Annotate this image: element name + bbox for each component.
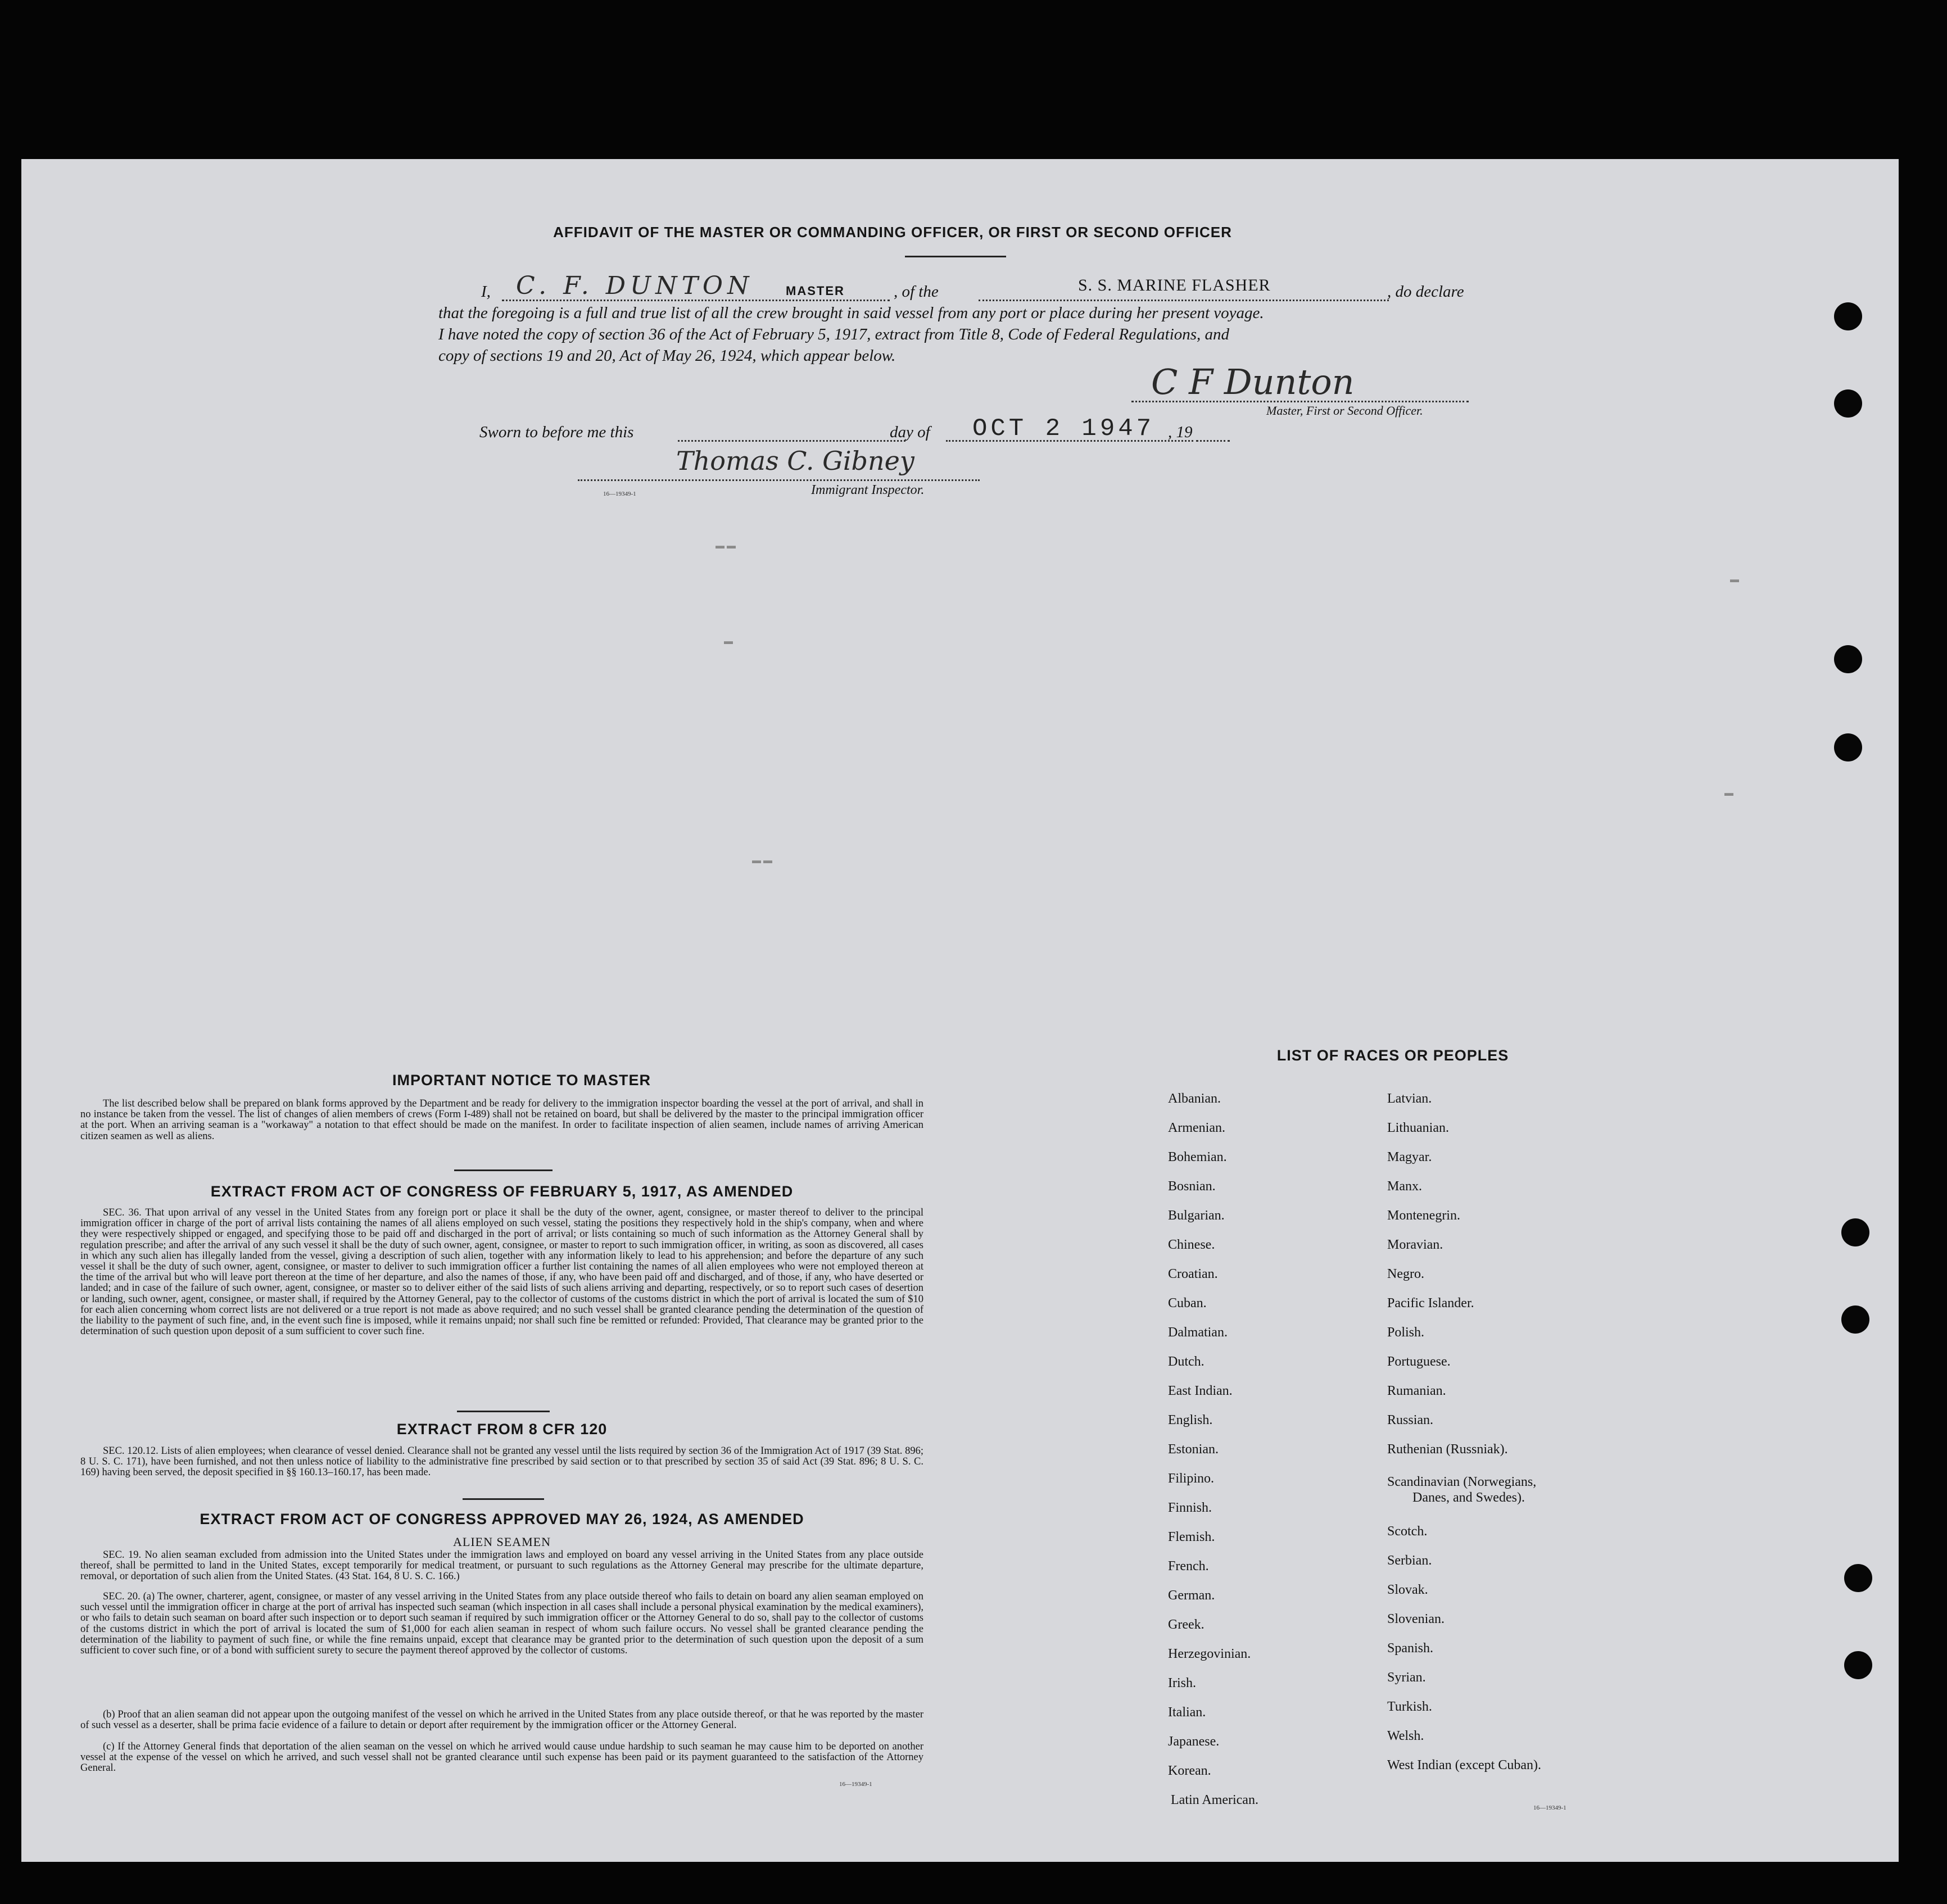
day-of-label: day of xyxy=(890,423,930,441)
alien-seamen-subtitle: ALIEN SEAMEN xyxy=(453,1535,551,1549)
race-item: Croatian. xyxy=(1168,1267,1218,1281)
race-item: Greek. xyxy=(1168,1617,1205,1632)
sworn-day-line xyxy=(678,440,905,442)
race-item: French. xyxy=(1168,1559,1209,1574)
race-item: Chinese. xyxy=(1168,1237,1215,1252)
race-item: Rumanian. xyxy=(1387,1384,1446,1398)
punch-hole xyxy=(1844,1564,1872,1592)
inspector-line xyxy=(578,479,980,481)
race-item: Slovak. xyxy=(1387,1583,1428,1597)
sec-20c: (c) If the Attorney General finds that deportation of the alien seaman on the vessel on which he arrived would cause undue hardship to such seaman he may cause him to be deported on another vessel at the expense of the vessel on which he arrived, and such vessel shall not be granted clearance until such expense has been paid or its payment guaranteed to the satisfaction of the Attorney General. xyxy=(80,1741,923,1774)
race-item: Italian. xyxy=(1168,1705,1206,1720)
race-item: Irish. xyxy=(1168,1676,1196,1690)
year-line xyxy=(1196,440,1230,442)
extract-1924-title: EXTRACT FROM ACT OF CONGRESS APPROVED MAY 26, 1924, AS AMENDED xyxy=(200,1511,804,1527)
race-item: Negro. xyxy=(1387,1267,1424,1281)
race-item: Magyar. xyxy=(1387,1150,1432,1164)
race-item: Scotch. xyxy=(1387,1524,1428,1539)
show-through-mark: ▬ xyxy=(724,637,733,646)
race-item: Portuguese. xyxy=(1387,1354,1451,1369)
form-code: 16—19349-1 xyxy=(1533,1805,1566,1811)
form-code: 16—19349-1 xyxy=(839,1781,872,1788)
race-item: Montenegrin. xyxy=(1387,1208,1460,1223)
race-item: Estonian. xyxy=(1168,1442,1219,1457)
punch-hole xyxy=(1844,1651,1872,1679)
divider xyxy=(463,1498,544,1500)
manifest-page xyxy=(21,159,1899,1862)
sec-20a: SEC. 20. (a) The owner, charterer, agent, consignee, or master of any vessel arriving in the United States from any place outside thereof who fails to detain on board any alien seaman employed on such vessel until the immigration officer in charge at the port of arrival has inspected such seaman (which inspection in all cases shall include a personal physical examination by the medical examiners), or who fails to detain such seaman on board after such inspection or to deport such seaman if required by such immigration officer or the Attorney General to do so, shall pay to the collector of customs of the customs district in which the port of arrival is located the sum of $1,000 for each alien seaman in respect of whom such failure occurs. No vessel shall be granted clearance pending the determination of the liability to payment of such fine, or while the fine remains unpaid, except that clearance may be granted prior to the determination of such question upon the deposit of a sum sufficient to cover such fine, or of a bond with sufficient surety to secure the payment thereof approved by the collector of customs. xyxy=(80,1591,923,1657)
race-item: Bohemian. xyxy=(1168,1150,1227,1164)
punch-hole xyxy=(1834,389,1862,418)
sec-20b: (b) Proof that an alien seaman did not appear upon the outgoing manifest of the vessel on which he arrived in the United States from any place outside thereof, or that he was reported by the master of such vessel as a deserter, shall be prima facie evidence of a failure to detain or deport after requirement by the immigration officer or the Attorney General. xyxy=(80,1709,923,1731)
show-through-mark: ▬ ▬ xyxy=(752,856,772,865)
punch-hole xyxy=(1834,302,1862,330)
of-the-label: , of the xyxy=(894,283,939,301)
extract-1917-title: EXTRACT FROM ACT OF CONGRESS OF FEBRUARY 5, 1917, AS AMENDED xyxy=(210,1183,794,1200)
race-item: Scandinavian (Norwegians, xyxy=(1387,1475,1537,1489)
notice-title: IMPORTANT NOTICE TO MASTER xyxy=(392,1072,651,1089)
race-item: Lithuanian. xyxy=(1387,1121,1449,1135)
race-item: Flemish. xyxy=(1168,1530,1215,1544)
punch-hole xyxy=(1834,645,1862,673)
master-signature: C F Dunton xyxy=(1151,361,1355,402)
divider xyxy=(457,1411,550,1412)
divider xyxy=(905,256,1006,257)
vessel-line xyxy=(979,300,1389,301)
form-code: 16—19349-1 xyxy=(603,491,636,497)
sec-19: SEC. 19. No alien seaman excluded from admission into the United States under the immigration laws and employed on board any vessel arriving in the United States from any place outside thereof, shall be permitted to land in the United States, except temporarily for medical treatment, or pursuant to such regulations as the Attorney General may prescribe for the ultimate departure, removal, or deportation of such alien from the United States. (43 Stat. 164, 8 U. S. C. 166.) xyxy=(80,1549,923,1583)
race-item: Syrian. xyxy=(1387,1670,1426,1685)
date-stamp: OCT 2 1947 xyxy=(972,415,1155,443)
race-item: Armenian. xyxy=(1168,1121,1225,1135)
affidavit-line-4: copy of sections 19 and 20, Act of May 26, 1924, which appear below. xyxy=(438,347,896,365)
show-through-mark: ▬ xyxy=(1724,788,1733,798)
race-item: Albanian. xyxy=(1168,1091,1221,1106)
race-item: Finnish. xyxy=(1168,1500,1212,1515)
races-title: LIST OF RACES OR PEOPLES xyxy=(1276,1047,1509,1064)
race-item: Latvian. xyxy=(1387,1091,1432,1106)
race-item: Herzegovinian. xyxy=(1168,1647,1251,1661)
race-item: Polish. xyxy=(1387,1325,1425,1340)
race-item: Filipino. xyxy=(1168,1471,1215,1486)
master-name-handwritten: C. F. DUNTON xyxy=(516,271,754,300)
race-item: Manx. xyxy=(1387,1179,1422,1194)
race-item: Dalmatian. xyxy=(1168,1325,1228,1340)
punch-hole xyxy=(1841,1218,1869,1246)
inspector-caption: Immigrant Inspector. xyxy=(811,483,925,497)
race-item: Pacific Islander. xyxy=(1387,1296,1474,1311)
sworn-label: Sworn to before me this xyxy=(479,423,634,441)
race-item: Spanish. xyxy=(1387,1641,1434,1656)
race-item: Slovenian. xyxy=(1387,1612,1445,1626)
race-item: Welsh. xyxy=(1387,1729,1424,1743)
vessel-name: S. S. MARINE FLASHER xyxy=(1078,276,1271,294)
divider xyxy=(454,1169,553,1171)
race-item: Bosnian. xyxy=(1168,1179,1216,1194)
race-item: Cuban. xyxy=(1168,1296,1207,1311)
punch-hole xyxy=(1834,733,1862,761)
race-item: Bulgarian. xyxy=(1168,1208,1225,1223)
extract-cfr-title: EXTRACT FROM 8 CFR 120 xyxy=(396,1421,608,1438)
race-item: Korean. xyxy=(1168,1764,1211,1778)
affidavit-line-3: I have noted the copy of section 36 of the Act of February 5, 1917, extract from Title 8, Code of Federal Regulations, and xyxy=(438,325,1230,343)
master-title-stamp: MASTER xyxy=(786,284,845,298)
year-prefix: , 19 xyxy=(1168,423,1193,441)
race-item: Serbian. xyxy=(1387,1553,1432,1568)
race-item: East Indian. xyxy=(1168,1384,1233,1398)
signature-caption: Master, First or Second Officer. xyxy=(1266,404,1423,418)
race-item: Dutch. xyxy=(1168,1354,1205,1369)
inspector-signature: Thomas C. Gibney xyxy=(676,446,914,476)
race-item: Latin American. xyxy=(1171,1793,1258,1807)
punch-hole xyxy=(1841,1305,1869,1334)
show-through-mark: ▬ xyxy=(1730,575,1739,584)
race-item: Turkish. xyxy=(1387,1699,1432,1714)
race-item: Danes, and Swedes). xyxy=(1412,1490,1525,1505)
affidavit-title: AFFIDAVIT OF THE MASTER OR COMMANDING OFFICER, OR FIRST OR SECOND OFFICER xyxy=(553,224,1232,241)
extract-cfr-body: SEC. 120.12. Lists of alien employees; when clearance of vessel denied. Clearance shall not be granted any vessel until the lists required by section 36 of the Immigration Act of 1917 (39 Stat. 896; 8 U. S. C. 171), have been furnished, and not then unless notice of liability to the administrative fine prescribed by said section or to that prescribed by section 35 of said Act (39 Stat. 896; 8 U. S. C. 169) having been served, the deposit specified in §§ 160.13–160.17, has been made. xyxy=(80,1445,923,1479)
do-declare-label: , do declare xyxy=(1387,283,1464,301)
show-through-mark: ▬ ▬ xyxy=(716,541,736,551)
notice-body: The list described below shall be prepared on blank forms approved by the Department and be ready for delivery to the immigration inspector boarding the vessel at the port of arrival, and shall in no instance be taken from the vessel. The list of changes of alien members of crews (Form I-489) shall not be retained on board, but shall be delivered by the master to the principal immigration officer at the port. When an arriving seaman is a "workaway" a notation to that effect should be made on the manifest. In order to facilitate inspection of alien seamen, include names of arriving American citizen seamen as well as aliens. xyxy=(80,1098,923,1142)
race-item: Ruthenian (Russniak). xyxy=(1387,1442,1508,1457)
race-item: West Indian (except Cuban). xyxy=(1387,1758,1541,1772)
race-item: Russian. xyxy=(1387,1413,1434,1427)
race-item: Moravian. xyxy=(1387,1237,1443,1252)
affidavit-line-2: that the foregoing is a full and true list of all the crew brought in said vessel from any port or place during her present voyage. xyxy=(438,304,1264,322)
extract-1917-body: SEC. 36. That upon arrival of any vessel in the United States from any foreign port or place it shall be the duty of the owner, agent, consignee, or master thereof to deliver to the principal immigration officer in charge of the port of arrival lists containing the names of all aliens employed on such vessel, stating the positions they respectively hold in the ship's company, when and where they were respectively shipped or engaged, and specifying those to be paid off and discharged in the port of arrival; or lists containing so much of such information as the Attorney General shall by regulation prescribe; and after the arrival of any such vessel it shall be the duty of such owner, agent, consignee, or master to report to such immigration officer, in writing, as soon as discovered, all cases in which any such alien has illegally landed from the vessel, giving a description of such alien, together with any information likely to lead to his apprehension; and before the departure of any such vessel it shall be the duty of such owner, agent, consignee, or master to deliver to such immigration officer a further list containing the names of all alien employees who were not employed thereon at the time of the arrival but who will leave port thereon at the time of her departure, and also the names of those, if any, who have been paid off and discharged, and of those, if any, who have deserted or landed; and in case of the failure of such owner, agent, consignee, or master so to deliver either of the said lists of such aliens arriving and departing, respectively, or so to report such cases of desertion or landing, such owner, agent, consignee, or master shall, if required by the Attorney General, pay to the collector of customs of the customs district in which the port of arrival is located the sum of $10 for each alien concerning whom correct lists are not delivered or a true report is not made as above required; and no such vessel shall be granted clearance pending the determination of the question of the liability to the payment of such fine, and, in the event such fine is imposed, while it remains unpaid; nor shall such fine be remitted or refunded: Provided, That clearance may be granted prior to the determination of such question upon deposit of a sum sufficient to cover such fine. xyxy=(80,1207,923,1338)
race-item: German. xyxy=(1168,1588,1215,1603)
race-item: Japanese. xyxy=(1168,1734,1220,1749)
affidavit-i: I, xyxy=(481,283,491,301)
race-item: English. xyxy=(1168,1413,1213,1427)
